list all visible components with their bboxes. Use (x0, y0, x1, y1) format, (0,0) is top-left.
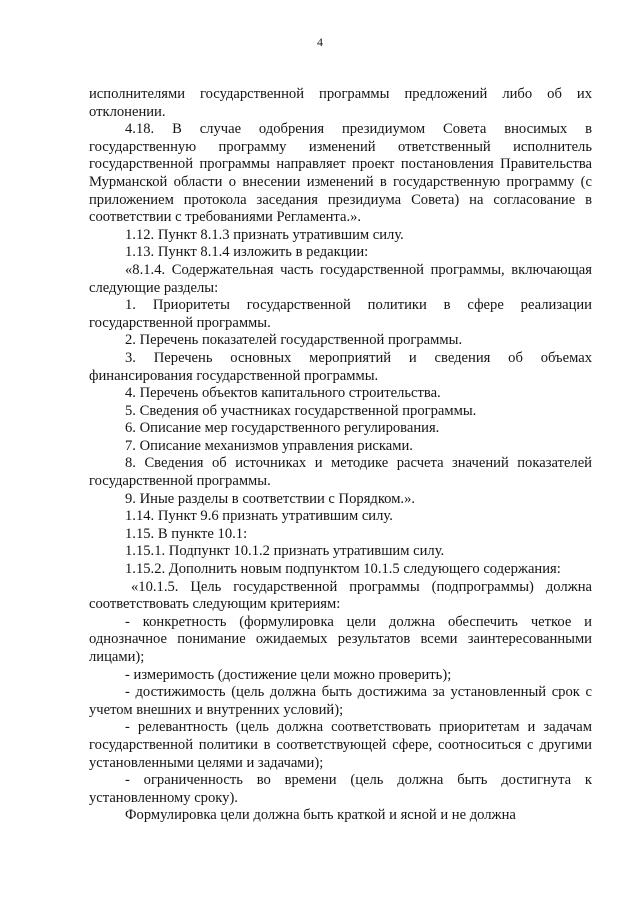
paragraph-8-1-4: «8.1.4. Содержательная часть государственной программы, включающая следующие разделы: (89, 261, 592, 296)
list-item-5: 5. Сведения об участниках государственной программы. (125, 402, 477, 419)
criterion-time-bound: - ограниченность во времени (цель должна быть достигнута к установленному сроку). (89, 772, 592, 806)
criterion-measurability: - измеримость (достижение цели можно проверить); (125, 666, 452, 683)
list-item-3: 3. Перечень основных мероприятий и сведения об объемах финансирования государственной программы. (89, 349, 592, 384)
list-item-2: 2. Перечень показателей государственной программы. (125, 332, 463, 349)
paragraph-1-12: 1.12. Пункт 8.1.3 признать утратившим силу. (125, 226, 404, 243)
paragraph-1-15: 1.15. В пункте 10.1: (125, 525, 248, 542)
criterion-concreteness: - конкретность (формулировка цели должна обеспечить четкое и однозначное понимание ожидаемых результатов всеми заинтересованными лицами); (89, 613, 592, 665)
criterion-relevance: - релевантность (цель должна соответствовать приоритетам и задачам государственной политики в соответствующей сфере, соотноситься с другими установленными целями и задачами); (89, 719, 592, 771)
list-item-4: 4. Перечень объектов капитального строительства. (125, 385, 441, 402)
body-text (89, 86, 592, 825)
paragraph-1-15-1: 1.15.1. Подпункт 10.1.2 признать утратившим силу. (125, 543, 445, 560)
list-item-9: 9. Иные разделы в соответствии с Порядком.». (125, 490, 416, 507)
paragraph-goal-wording: Формулировка цели должна быть краткой и ясной и не должна (125, 807, 516, 824)
paragraph-continuation: исполнителями государственной программы предложений либо об их отклонении. (89, 86, 592, 120)
list-item-8: 8. Сведения об источниках и методике расчета значений показателей государственной программы. (89, 455, 592, 490)
paragraph-1-13: 1.13. Пункт 8.1.4 изложить в редакции: (125, 244, 369, 261)
list-item-7: 7. Описание механизмов управления рисками. (125, 437, 413, 454)
paragraph-1-14: 1.14. Пункт 9.6 признать утратившим силу. (125, 508, 393, 525)
paragraph-10-1-5: «10.1.5. Цель государственной программы (подпрограммы) должна соответствовать следующим критериям: (89, 578, 592, 613)
page-number: 4 (317, 35, 323, 49)
list-item-6: 6. Описание мер государственного регулирования. (125, 420, 440, 437)
criterion-achievability: - достижимость (цель должна быть достижима за установленный срок с учетом внешних и внутренних условий); (89, 684, 592, 718)
list-item-1: 1. Приоритеты государственной политики в сфере реализации государственной программы. (89, 297, 592, 331)
paragraph-1-15-2: 1.15.2. Дополнить новым подпунктом 10.1.5 следующего содержания: (125, 561, 561, 578)
paragraph-4-18: 4.18. В случае одобрения президиумом Совета вносимых в государственную программу изменений ответственный исполнитель государственной программы направляет проект постановления Правительства Мурманской области о внесении изменений в государственную программу (с приложением протокола заседания президиума Совета) на согласование в соответствии с требованиями Регламента.». (89, 121, 592, 226)
